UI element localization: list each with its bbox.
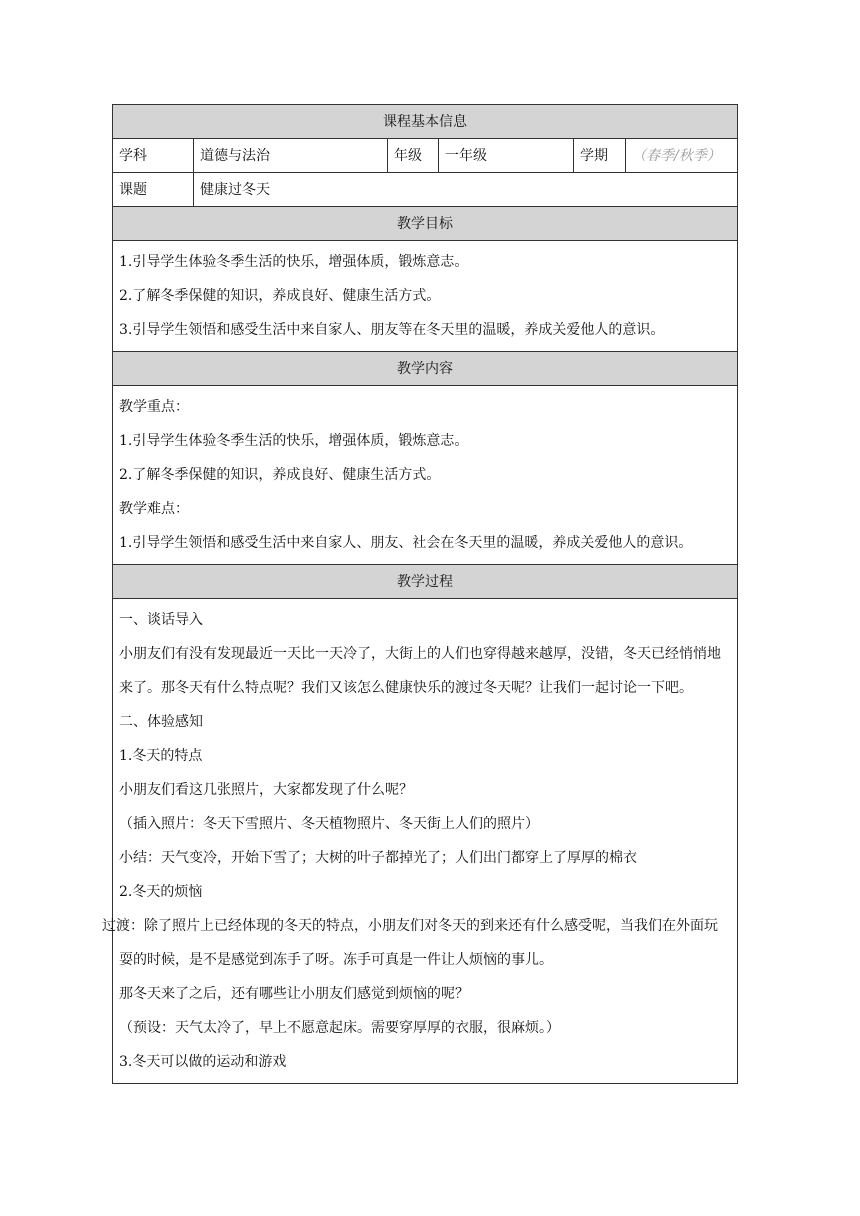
content-line: 教学重点： [119, 399, 189, 415]
objectives-body [113, 241, 738, 352]
content-line: 教学难点： [119, 501, 189, 517]
process-title: 教学过程 [397, 573, 454, 590]
content-line: 1.引导学生体验冬季生活的快乐，增强体质，锻炼意志。 [119, 433, 469, 449]
process-line: （预设：天气太冷了，早上不愿意起床。需要穿厚厚的衣服，很麻烦。） [119, 1020, 560, 1036]
term-value: （春季/秋季） [626, 139, 738, 173]
content-line: 2.了解冬季保健的知识，养成良好、健康生活方式。 [119, 467, 441, 483]
process-line: 1.冬天的特点 [119, 748, 203, 764]
process-line: 二、体验感知 [119, 714, 203, 730]
process-line: 小结：天气变冷，开始下雪了；大树的叶子都掉光了；人们出门都穿上了厚厚的棉衣 [119, 850, 637, 866]
process-line: 小朋友们看这几张照片，大家都发现了什么呢？ [119, 782, 413, 798]
content-line: 1.引导学生领悟和感受生活中来自家人、朋友、社会在冬天里的温暖，养成关爱他人的意识。 [119, 535, 693, 551]
topic-value: 健康过冬天 [194, 173, 738, 207]
objective-item: 3.引导学生领悟和感受生活中来自家人、朋友等在冬天里的温暖，养成关爱他人的意识。 [119, 322, 665, 338]
content-header [113, 352, 738, 386]
basic-info-title: 课程基本信息 [383, 113, 468, 130]
subject-label: 学科 [113, 139, 194, 173]
basic-info-header [113, 105, 738, 139]
term-label: 学期 [574, 139, 626, 173]
content-body [113, 386, 738, 565]
lesson-plan-table [102, 104, 738, 1084]
process-header [113, 565, 738, 599]
content-title: 教学内容 [397, 360, 454, 377]
process-line: 2.冬天的烦恼 [119, 884, 203, 900]
objective-item: 2.了解冬季保健的知识，养成良好、健康生活方式。 [119, 288, 441, 304]
grade-label: 年级 [388, 139, 439, 173]
process-line: 过渡：除了照片上已经体现的冬天的特点，小朋友们对冬天的到来还有什么感受呢，当我们在外面玩耍的时候，是不是感觉到冻手了呀。冻手可真是一件让人烦恼的事儿。 [102, 918, 718, 968]
subject-value: 道德与法治 [194, 139, 388, 173]
grade-value: 一年级 [439, 139, 574, 173]
objective-item: 1.引导学生体验冬季生活的快乐，增强体质，锻炼意志。 [119, 254, 469, 270]
process-line: 小朋友们有没有发现最近一天比一天冷了，大街上的人们也穿得越来越厚，没错，冬天已经悄悄地来了。那冬天有什么特点呢？我们又该怎么健康快乐的渡过冬天呢？让我们一起讨论一下吧。 [119, 646, 721, 696]
process-line: 那冬天来了之后，还有哪些让小朋友们感觉到烦恼的呢？ [119, 986, 469, 1002]
topic-label: 课题 [113, 173, 194, 207]
objectives-title: 教学目标 [397, 215, 454, 232]
objectives-header [113, 207, 738, 241]
process-line: （插入照片：冬天下雪照片、冬天植物照片、冬天街上人们的照片） [119, 816, 539, 832]
process-line: 3.冬天可以做的运动和游戏 [119, 1054, 287, 1070]
process-line: 一、谈话导入 [119, 612, 203, 628]
process-body [102, 599, 738, 1084]
